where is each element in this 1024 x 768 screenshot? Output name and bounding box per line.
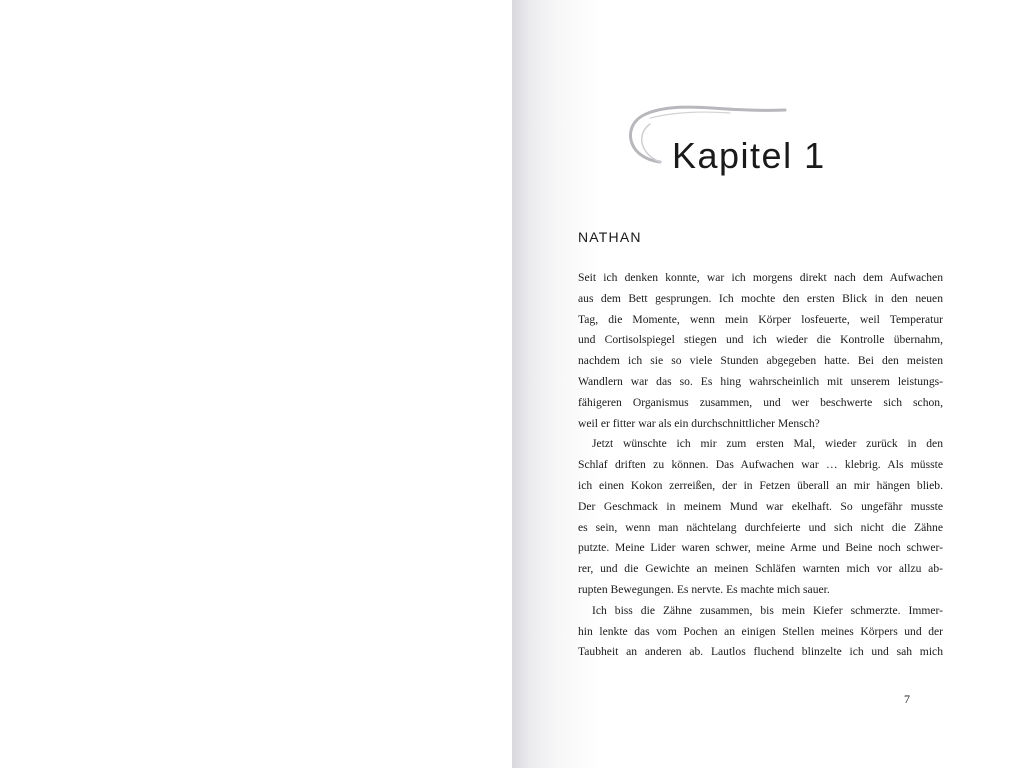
- text-line: aus dem Bett gesprungen. Ich mochte den ersten Blick in den neuen: [578, 291, 943, 305]
- text-line: nachdem ich sie so viele Stunden abgegeben hatte. Bei den meisten: [578, 354, 943, 368]
- body-text: [578, 268, 943, 663]
- text-line: Jetzt wünschte ich mir zum ersten Mal, wieder zurück in den: [592, 437, 943, 451]
- text-line: Der Geschmack in meinem Mund war ekelhaft. So ungefähr musste: [578, 499, 943, 513]
- text-line: rer, und die Gewichte an meinen Schläfen warnten mich vor allzu ab-: [578, 562, 943, 576]
- text-line: rupten Bewegungen. Es nervte. Es machte mich sauer.: [578, 582, 830, 596]
- text-line: putzte. Meine Lider waren schwer, meine Arme und Beine noch schwer-: [578, 541, 943, 555]
- chapter-title: Kapitel 1: [672, 135, 826, 176]
- text-line: es sein, wenn man nächtelang durchfeierte und sich nicht die Zähne: [578, 520, 943, 534]
- page-number: 7: [904, 692, 910, 706]
- text-line: Schlaf driften zu können. Das Aufwachen war … klebrig. Als müsste: [578, 458, 943, 472]
- text-line: Tag, die Momente, wenn mein Körper losfeuerte, weil Temperatur: [578, 312, 943, 326]
- text-line: Wandlern war das so. Es hing wahrscheinlich mit unserem leistungs-: [578, 374, 943, 388]
- text-line: Ich biss die Zähne zusammen, bis mein Kiefer schmerzte. Immer-: [592, 603, 943, 617]
- text-line: Seit ich denken konnte, war ich morgens direkt nach dem Aufwachen: [578, 271, 943, 284]
- text-line: weil er fitter war als ein durchschnittlicher Mensch?: [578, 416, 820, 430]
- text-line: ich einen Kokon zerreißen, der in Fetzen überall an mir hängen blieb.: [578, 478, 943, 492]
- text-line: fähigeren Organismus zusammen, und wer beschwerte sich schon,: [578, 395, 943, 409]
- text-line: Taubheit an anderen ab. Lautlos fluchend blinzelte ich und sah mich: [578, 645, 943, 659]
- text-line: hin lenkte das vom Pochen an einigen Stellen meines Körpers und der: [578, 624, 943, 638]
- chapter-pov-name: NATHAN: [578, 229, 642, 245]
- text-line: und Cortisolspiegel stiegen und ich wieder die Kontrolle übernahm,: [578, 333, 943, 347]
